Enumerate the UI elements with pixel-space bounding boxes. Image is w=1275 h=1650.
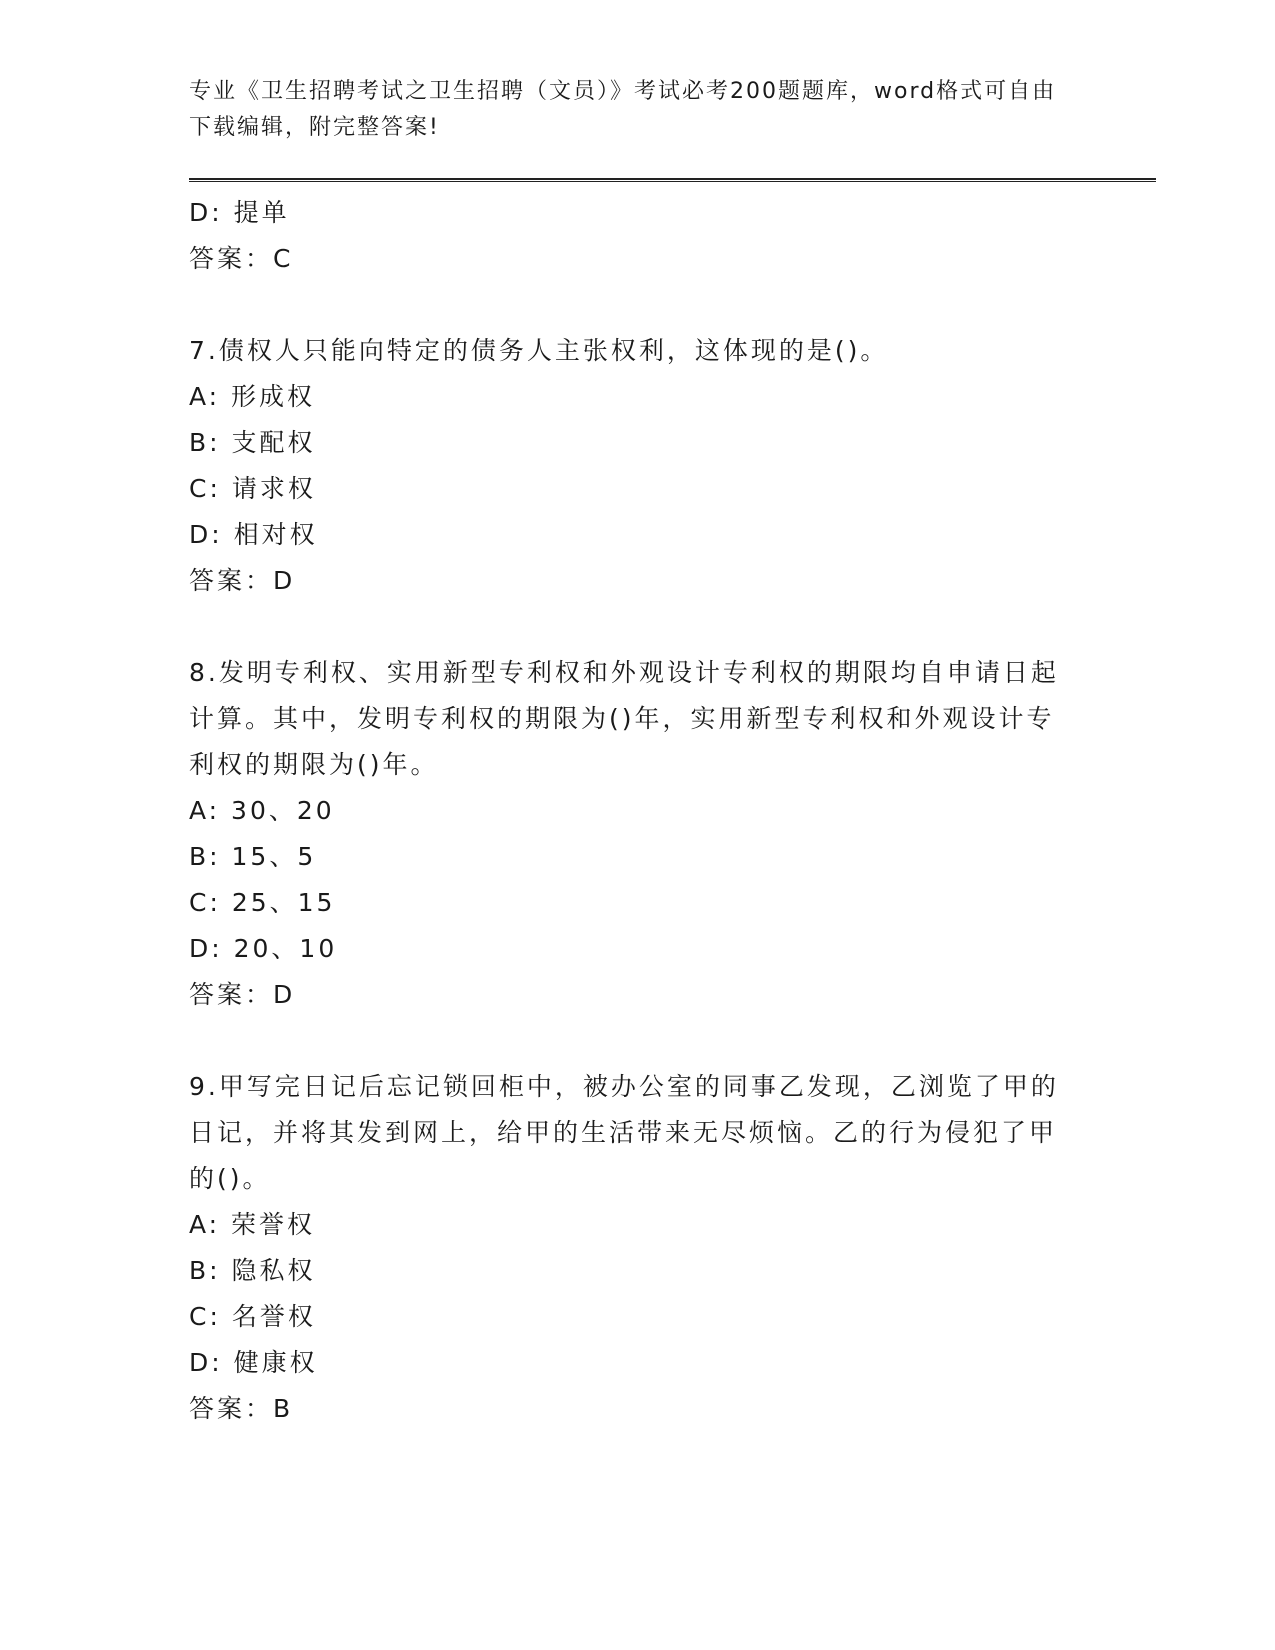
previous-question-tail: [189, 190, 1069, 282]
spacer: [189, 282, 1069, 328]
option-c: C: 名誉权: [189, 1302, 316, 1331]
answer: 答案：C: [189, 244, 294, 273]
option-c: C: 25、15: [189, 888, 336, 917]
question-stem: 8.发明专利权、实用新型专利权和外观设计专利权的期限均自申请日起计算。其中，发明专利权的期限为()年，实用新型专利权和外观设计专利权的期限为()年。: [189, 658, 1059, 779]
option-b: B: 支配权: [189, 428, 316, 457]
answer: 答案：D: [189, 980, 296, 1009]
header-divider: [189, 178, 1156, 182]
option-d: D: 相对权: [189, 520, 318, 549]
question-stem: 7.债权人只能向特定的债务人主张权利，这体现的是()。: [189, 336, 889, 365]
page-header: 专业《卫生招聘考试之卫生招聘（文员）》考试必考200题题库，word格式可自由下载编辑，附完整答案!: [189, 79, 1057, 140]
option-c: C: 请求权: [189, 474, 316, 503]
question-9: [189, 1064, 1069, 1432]
option-b: B: 隐私权: [189, 1256, 316, 1285]
answer: 答案：D: [189, 566, 296, 595]
question-content: [189, 190, 1069, 1432]
option-d: D: 提单: [189, 198, 290, 227]
spacer: [189, 1018, 1069, 1064]
option-b: B: 15、5: [189, 842, 317, 871]
option-a: A: 30、20: [189, 796, 335, 825]
option-a: A: 荣誉权: [189, 1210, 316, 1239]
option-d: D: 20、10: [189, 934, 338, 963]
answer: 答案：B: [189, 1394, 294, 1423]
option-a: A: 形成权: [189, 382, 316, 411]
option-d: D: 健康权: [189, 1348, 318, 1377]
spacer: [189, 604, 1069, 650]
question-stem: 9.甲写完日记后忘记锁回柜中，被办公室的同事乙发现，乙浏览了甲的日记，并将其发到网上，给甲的生活带来无尽烦恼。乙的行为侵犯了甲的()。: [189, 1072, 1059, 1193]
question-7: [189, 328, 1069, 604]
question-8: [189, 650, 1069, 1018]
